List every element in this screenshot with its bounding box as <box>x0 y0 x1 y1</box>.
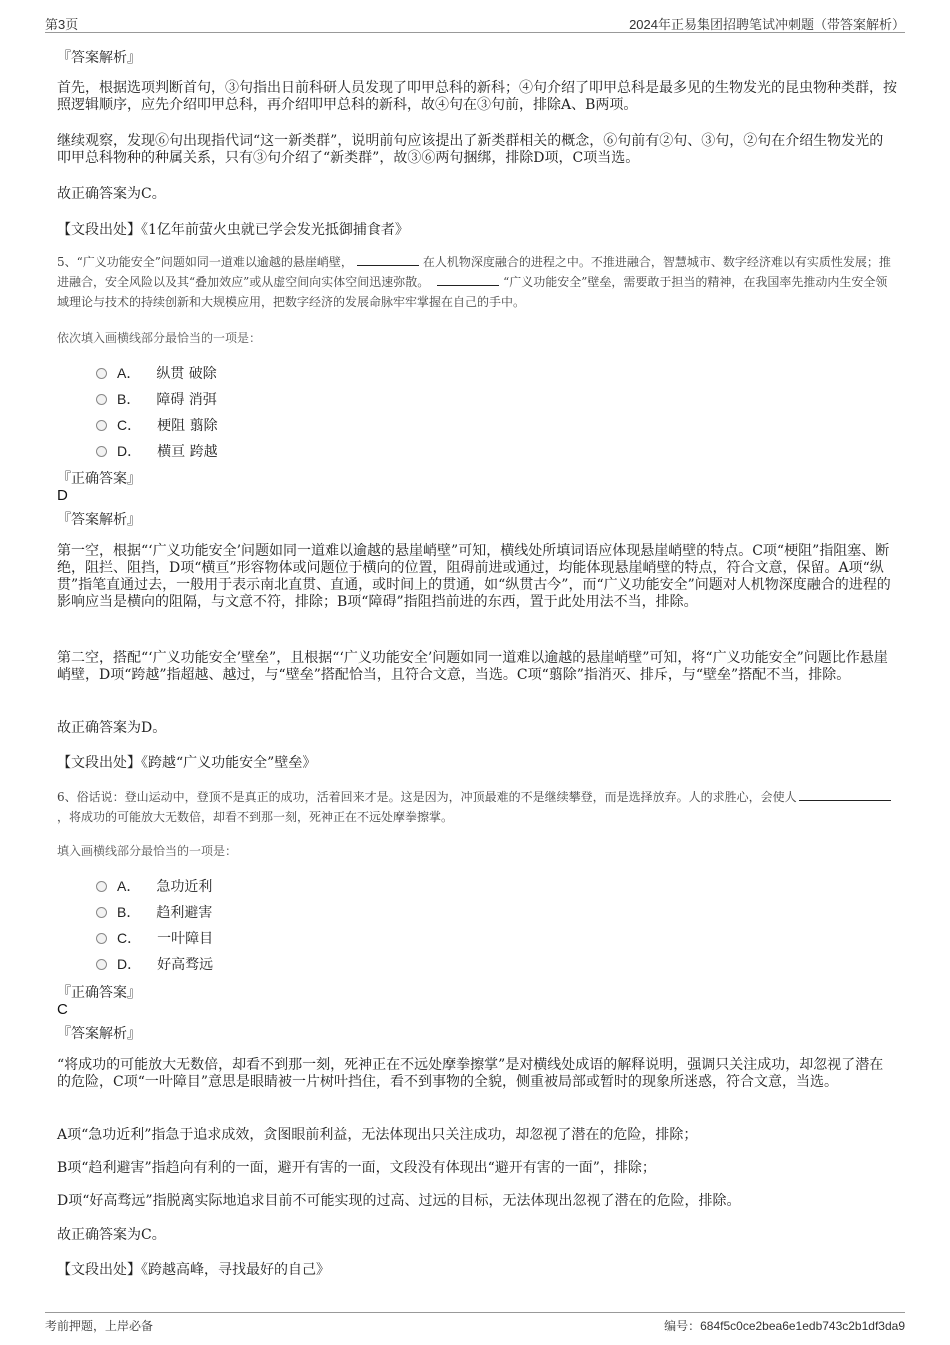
radio-icon[interactable] <box>96 933 107 944</box>
q5-analysis-paragraph: 第二空，搭配“‘广义功能安全’壁垒”，且根据“‘广义功能安全’问题如同一道难以逾越的悬崖峭壁”可知，将“广义功能安全”问题比作悬崖峭壁，D项“跨越”指超越、越过，与“壁垒”搭配恰当，且符合文意，当选。C项“翦除”指消灭、排斥，与“壁垒”搭配不当，排除。 <box>57 650 888 683</box>
footer-slogan: 考前押题，上岸必备 <box>45 1319 154 1333</box>
q6-source: 【文段出处】《跨越高峰，寻找最好的自己》 <box>57 1262 330 1278</box>
radio-icon[interactable] <box>96 959 107 970</box>
q6-option-b[interactable]: B． 趋利避害 <box>96 902 212 922</box>
radio-icon[interactable] <box>96 394 107 405</box>
q5-conclusion: 故正确答案为D。 <box>57 720 167 736</box>
q4-analysis-label: 『答案解析』 <box>57 50 141 66</box>
q5-option-a[interactable]: A． 纵贯 破除 <box>96 363 217 383</box>
document-title: 2024年正易集团招聘笔试冲刺题（带答案解析） <box>629 17 905 32</box>
q5-stem-part1: 5、“广义功能安全”问题如同一道难以逾越的悬崖峭壁， <box>57 255 353 269</box>
radio-icon[interactable] <box>96 907 107 918</box>
radio-icon[interactable] <box>96 368 107 379</box>
q6-answer: C <box>57 1001 68 1018</box>
radio-icon[interactable] <box>96 881 107 892</box>
q5-blank-2 <box>437 273 499 286</box>
q6-conclusion: 故正确答案为C。 <box>57 1227 166 1243</box>
q6-analysis-paragraph: “将成功的可能放大无数倍，却看不到那一刻，死神正在不远处摩拳擦掌”是对横线处成语的解释说明，强调只关注成功，却忽视了潜在的危险，C项“一叶障目”意思是眼睛被一片树叶挡住，看不到事物的全貌，侧重被局部或暂时的现象所迷惑，符合文意，当选。 <box>57 1057 884 1090</box>
q5-analysis-paragraph: 第一空，根据“‘广义功能安全’问题如同一道难以逾越的悬崖峭壁”可知，横线处所填词语应体现悬崖峭壁的特点。C项“梗阻”指阻塞、断绝，阻拦、阻挡，D项“横亘”形容物体或问题位于横向的位置，阻碍前进或通过，均能体现悬崖峭壁的特点，符合文意，保留。A项“纵贯”指笔直通过去，一般用于表示南北直贯、直通，或时间上的贯通，如“纵贯古今”，而“广义功能安全”问题对人机物深度融合的进程的影响应当是横向的阻隔，与文意不符，排除；B项“障碍”指阻挡前进的东西，置于此处用法不当，排除。 <box>57 543 891 610</box>
q6-stem-part1: 6、俗话说：登山运动中，登顶不是真正的成功，活着回来才是。这是因为，冲顶最难的不是继续攀登，而是选择放弃。人的求胜心，会使人 <box>57 790 797 804</box>
q6-answer-label: 『正确答案』 <box>57 985 141 1001</box>
q5-answer-label: 『正确答案』 <box>57 471 141 487</box>
q5-hint: 依次填入画横线部分最恰当的一项是： <box>57 331 262 345</box>
q4-conclusion: 故正确答案为C。 <box>57 186 166 202</box>
q6-option-d[interactable]: D． 好高骛远 <box>96 954 213 974</box>
q6-option-a[interactable]: A． 急功近利 <box>96 876 212 896</box>
q5-option-b[interactable]: B． 障碍 消弭 <box>96 389 217 409</box>
q6-stem <box>57 787 897 827</box>
q4-analysis-paragraph: 继续观察，发现⑥句出现指代词“这一新类群”，说明前句应该提出了新类群相关的概念，⑥句前有②句、③句，②句在介绍生物发光的叩甲总科物种的种属关系，只有③句介绍了“新类群”，故③⑥两句捆绑，排除D项，C项当选。 <box>57 133 884 166</box>
q5-stem <box>57 252 897 312</box>
q6-analysis-paragraph: A项“急功近利”指急于追求成效，贪图眼前利益，无法体现出只关注成功，却忽视了潜在的危险，排除； <box>57 1127 698 1143</box>
q6-stem-part2: ，将成功的可能放大无数倍，却看不到那一刻，死神正在不远处摩拳擦掌。 <box>57 810 454 824</box>
q5-stem-part2: 在人机物深度融合的进程之中。不推进融合，智慧城市、数字经济难以有实质性发展；推进融合，安全风险以及其“叠加效应”或从虚空间向实体空间迅速弥散。 <box>57 255 891 289</box>
q5-option-d[interactable]: D． 横亘 跨越 <box>96 441 218 461</box>
q6-hint: 填入画横线部分最恰当的一项是： <box>57 844 238 858</box>
q5-blank-1 <box>357 253 419 266</box>
q4-source: 【文段出处】《1亿年前萤火虫就已学会发光抵御捕食者》 <box>57 222 409 238</box>
q5-answer: D <box>57 487 68 504</box>
q5-analysis-label: 『答案解析』 <box>57 512 141 528</box>
q6-analysis-paragraph: D项“好高骛远”指脱离实际地追求目前不可能实现的过高、过远的目标，无法体现出忽视了潜在的危险，排除。 <box>57 1193 741 1209</box>
q4-analysis-paragraph: 首先，根据选项判断首句，③句指出日前科研人员发现了叩甲总科的新科；④句介绍了叩甲总科是最多见的生物发光的昆虫物种类群，按照逻辑顺序，应先介绍叩甲总科，再介绍叩甲总科的新科，故④句在③句前，排除A、B两项。 <box>57 80 897 113</box>
q6-analysis-label: 『答案解析』 <box>57 1026 141 1042</box>
page-header <box>45 12 905 33</box>
q5-source: 【文段出处】《跨越“广义功能安全”壁垒》 <box>57 755 317 771</box>
q6-option-c[interactable]: C． 一叶障目 <box>96 928 213 948</box>
q6-blank <box>799 788 891 801</box>
radio-icon[interactable] <box>96 420 107 431</box>
radio-icon[interactable] <box>96 446 107 457</box>
page-number: 第3页 <box>45 17 79 32</box>
document-code: 编号：684f5c0ce2bea6e1edb743c2b1df3da9 <box>664 1319 905 1333</box>
q5-option-c[interactable]: C． 梗阻 翦除 <box>96 415 218 435</box>
page-footer <box>45 1312 905 1335</box>
q6-analysis-paragraph: B项“趋利避害”指趋向有利的一面，避开有害的一面，文段没有体现出“避开有害的一面”，排除； <box>57 1160 656 1176</box>
q5-stem-part3: “广义功能安全”壁垒，需要敢于担当的精神，在我国率先推动内生安全领域理论与技术的持续创新和大规模应用，把数字经济的发展命脉牢牢掌握在自己的手中。 <box>57 275 888 309</box>
